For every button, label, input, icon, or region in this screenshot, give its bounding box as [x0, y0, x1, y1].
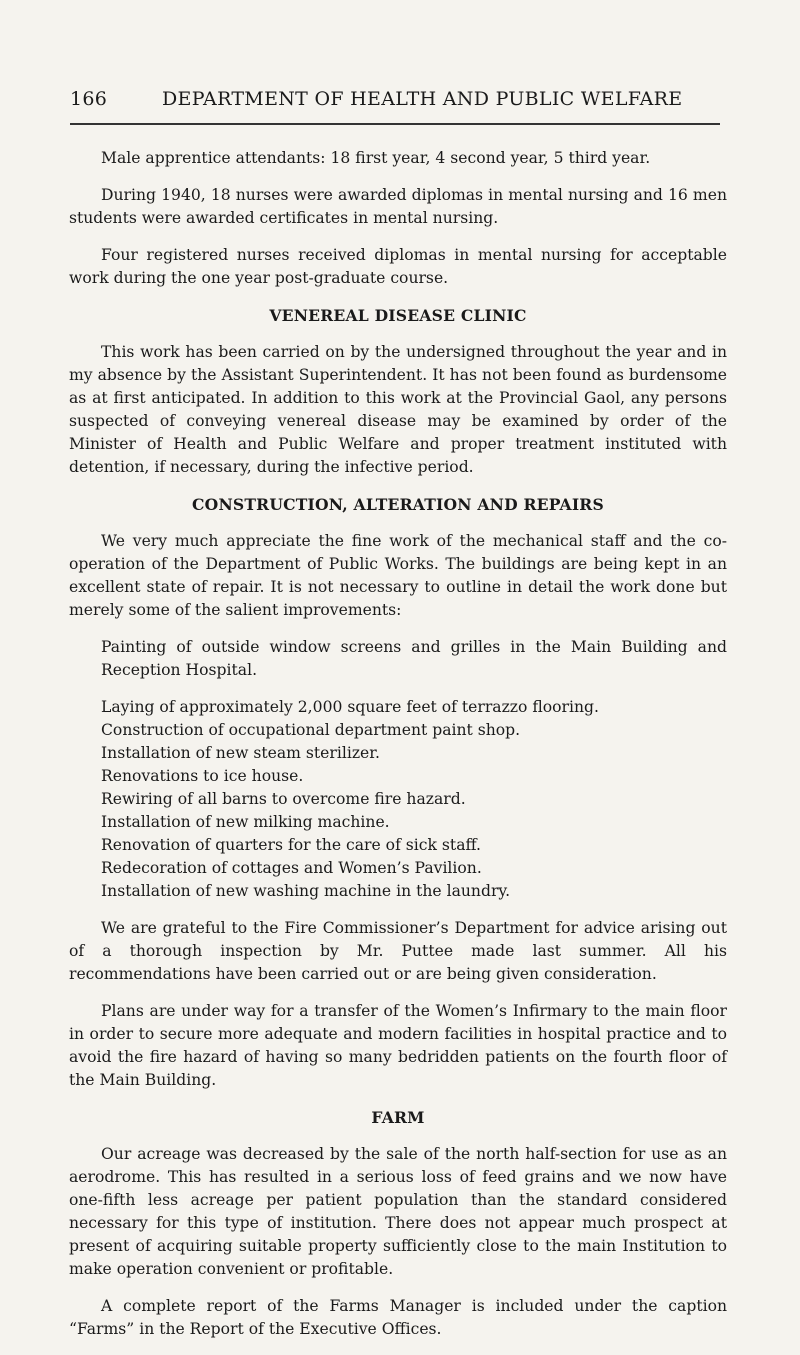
- list-item: Installation of new steam sterilizer.: [101, 744, 380, 762]
- paragraph: We very much appreciate the fine work of the mechanical staff and the co-operation of the Department of Public Works. The buildings are being kept in an excellent state of repair. It is not necessary to outline in detail the work done but merely some of the salient improvements:: [69, 532, 727, 619]
- list-item: Redecoration of cottages and Women’s Pavilion.: [101, 859, 482, 877]
- improvements-list: [69, 636, 727, 903]
- running-head: [70, 88, 720, 110]
- list-item: Installation of new washing machine in the laundry.: [101, 882, 511, 900]
- header-rule: [70, 123, 720, 125]
- paragraph: A complete report of the Farms Manager is included under the caption “Farms” in the Report of the Executive Offices.: [69, 1297, 727, 1338]
- list-item: Rewiring of all barns to overcome fire hazard.: [101, 790, 466, 808]
- list-item: Laying of approximately 2,000 square feet of terrazzo flooring.: [101, 698, 599, 716]
- page-number: 166: [70, 88, 108, 110]
- section-heading-construction: CONSTRUCTION, ALTERATION AND REPAIRS: [192, 495, 604, 514]
- paragraph: We are grateful to the Fire Commissioner’s Department for advice arising out of a thorough inspection by Mr. Puttee made last summer. All his recommendations have been carried out or are being given consideration.: [69, 919, 727, 983]
- paragraph: Male apprentice attendants: 18 first year, 4 second year, 5 third year.: [101, 149, 651, 167]
- paragraph: During 1940, 18 nurses were awarded diplomas in mental nursing and 16 men students were awarded certificates in mental nursing.: [69, 186, 727, 227]
- paragraph: Plans are under way for a transfer of the Women’s Infirmary to the main floor in order to secure more adequate and modern facilities in hospital practice and to avoid the fire hazard of having so many bedridden patients on the fourth floor of the Main Building.: [69, 1002, 727, 1089]
- paragraph: This work has been carried on by the undersigned throughout the year and in my absence by the Assistant Superintendent. It has not been found as burdensome as at first anticipated. In addition to this work at the Provincial Gaol, any persons suspected of conveying venereal disease may be examined by order of the Minister of Health and Public Welfare and proper treatment instituted with detention, if necessary, during the infective period.: [69, 343, 727, 476]
- body-text: [69, 147, 727, 1355]
- list-item: Construction of occupational department paint shop.: [101, 721, 521, 739]
- section-heading-venereal-disease-clinic: VENEREAL DISEASE CLINIC: [269, 306, 527, 325]
- paragraph: Our acreage was decreased by the sale of the north half-section for use as an aerodrome. This has resulted in a serious loss of feed grains and we now have one-fifth less acreage per patient population than the standard considered necessary for this type of institution. There does not appear much prospect at present of acquiring suitable property sufficiently close to the main Institution to make operation convenient or profitable.: [69, 1145, 727, 1278]
- running-title: DEPARTMENT OF HEALTH AND PUBLIC WELFARE: [162, 88, 683, 110]
- list-item: Installation of new milking machine.: [101, 813, 390, 831]
- section-heading-farm: FARM: [371, 1108, 425, 1127]
- list-item: Renovations to ice house.: [101, 767, 304, 785]
- paragraph: Four registered nurses received diplomas in mental nursing for acceptable work during the one year post-graduate course.: [69, 246, 727, 287]
- list-item: Renovation of quarters for the care of sick staff.: [101, 836, 481, 854]
- list-item: Painting of outside window screens and grilles in the Main Building and Reception Hospital.: [101, 638, 727, 679]
